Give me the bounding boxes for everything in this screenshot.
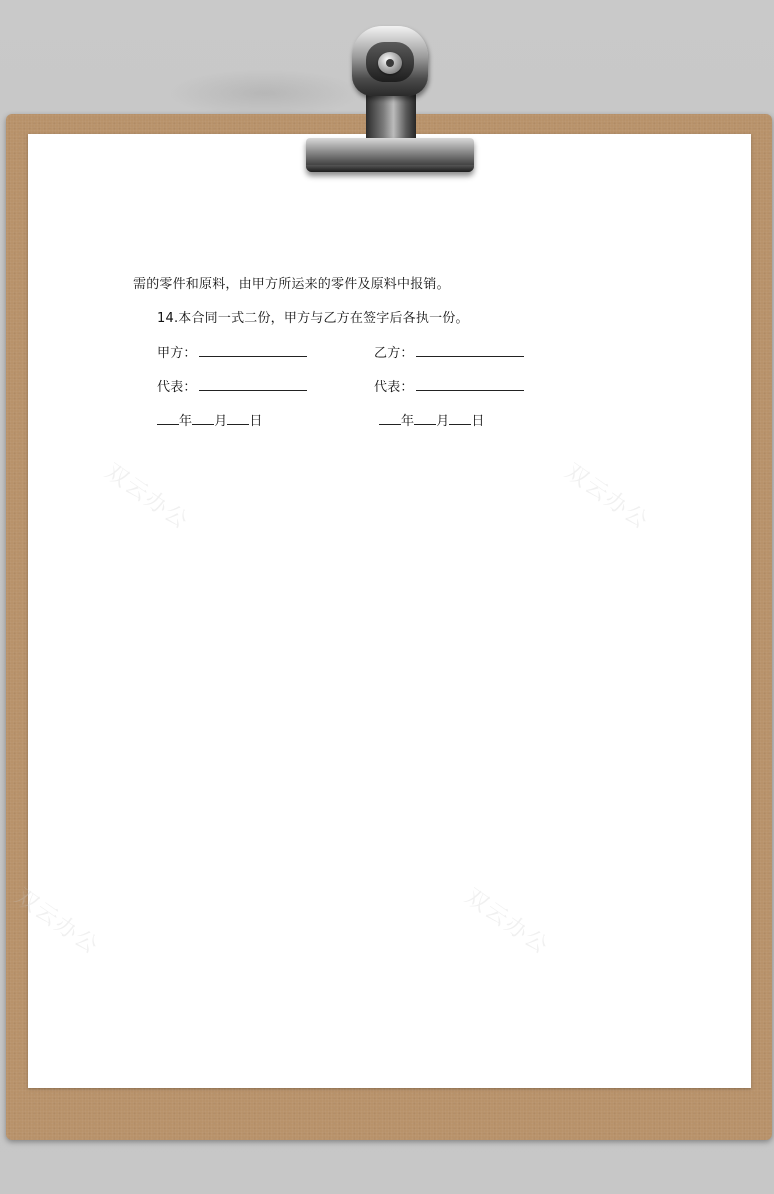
party-b-signature-line	[374, 342, 524, 361]
year-blank	[379, 412, 401, 425]
representative-a-blank	[199, 378, 307, 391]
month-label: 月	[436, 414, 450, 429]
day-blank	[449, 412, 471, 425]
watermark: 双云办公	[100, 459, 194, 535]
year-label: 年	[179, 414, 193, 429]
paragraph-reimbursement: 需的零件和原料，由甲方所运来的零件及原料中报销。	[133, 277, 450, 292]
date-line-b	[379, 410, 485, 429]
paragraph-copies: 14.本合同一式二份，甲方与乙方在签字后各执一份。	[157, 311, 469, 326]
year-blank	[157, 412, 179, 425]
representative-b-line	[374, 376, 524, 395]
watermark: 双云办公	[460, 884, 554, 960]
representative-a-line	[157, 376, 307, 395]
party-b-blank	[416, 344, 524, 357]
day-label: 日	[249, 414, 263, 429]
representative-b-label: 代表：	[374, 380, 414, 395]
watermark: 双云办公	[560, 459, 654, 535]
date-line-a	[157, 410, 263, 429]
party-b-label: 乙方：	[374, 346, 414, 361]
month-blank	[414, 412, 436, 425]
party-a-blank	[199, 344, 307, 357]
representative-a-label: 代表：	[157, 380, 197, 395]
representative-b-blank	[416, 378, 524, 391]
year-label: 年	[401, 414, 415, 429]
day-label: 日	[471, 414, 485, 429]
month-label: 月	[214, 414, 228, 429]
watermark: 双云办公	[10, 884, 104, 960]
month-blank	[192, 412, 214, 425]
day-blank	[227, 412, 249, 425]
party-a-label: 甲方：	[157, 346, 197, 361]
party-a-signature-line	[157, 342, 307, 361]
